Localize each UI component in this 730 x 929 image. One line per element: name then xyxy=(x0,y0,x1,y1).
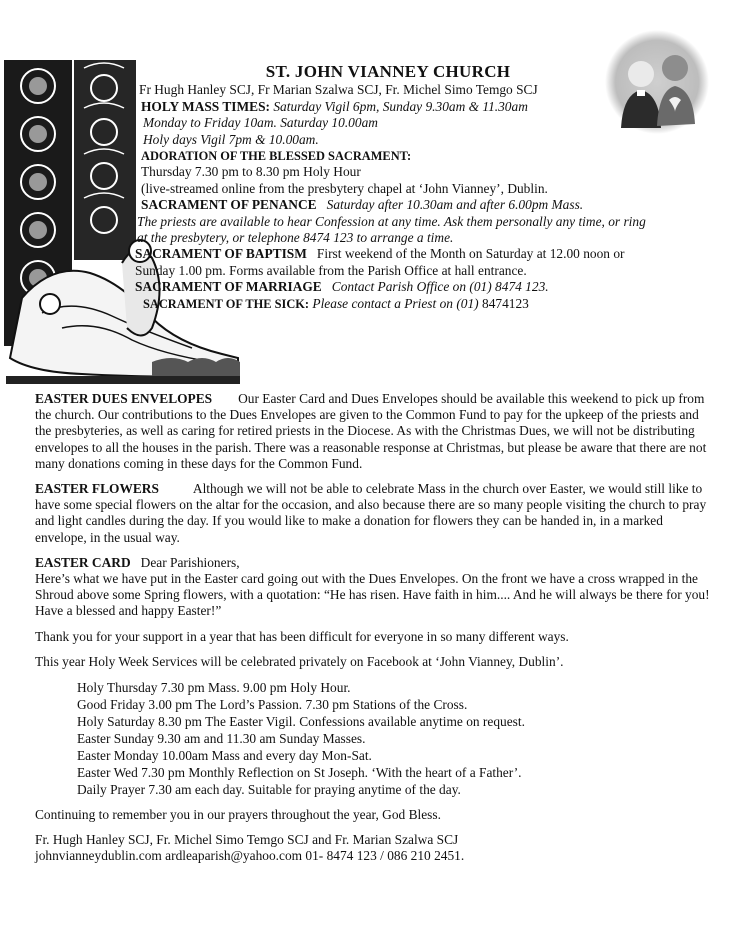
closing-paragraph: Continuing to remember you in our prayers throughout the year, God Bless. xyxy=(35,807,441,823)
holy-week-paragraph: This year Holy Week Services will be celebrated privately on Facebook at ‘John Vianney, Dublin’. xyxy=(35,653,564,669)
list-item: Daily Prayer 7.30 am each day. Suitable for praying anytime of the day. xyxy=(77,782,461,798)
baptism-label: SACRAMENT OF BAPTISM xyxy=(135,246,307,262)
marriage-text: Contact Parish Office on (01) 8474 123. xyxy=(331,279,549,295)
flowers-heading: EASTER FLOWERS xyxy=(35,481,159,497)
flowers-text: Although we will not be able to celebrate Mass in the church over Easter, we would still like to have some special flowers on the altar for the occasion, and also because there are so many people visiting the church to pray and light candles during the day. If you would like to make a donation for flowers they can be handed in, in a marked envelope, in the usual way. xyxy=(35,481,707,545)
sick-text: Please contact a Priest on (01) xyxy=(312,295,479,311)
penance-line xyxy=(133,197,613,213)
penance-note-2: at the presbytery, or telephone 8474 123 to arrange a time. xyxy=(137,230,454,246)
mass-times-label: HOLY MASS TIMES: xyxy=(141,98,270,114)
baptism-text-1: First weekend of the Month on Saturday at 12.00 noon or xyxy=(316,246,625,262)
card-heading: EASTER CARD xyxy=(35,554,131,570)
church-title: ST. JOHN VIANNEY CHURCH xyxy=(265,62,511,81)
dues-text: Our Easter Card and Dues Envelopes should be available this weekend to pick up from the church. Our contributions to the Dues Envelopes are given to the Common Fund to pay for the upkeep of the priests and the presbyteries, as well as caring for retired priests in the Diocese. As with the Christmas Dues, we will not be distributing envelopes to all the houses in the parish. There was a reasonable response at Christmas, but please be aware that there are not many donations coming in these days for the Common Fund. xyxy=(35,391,707,471)
sick-number: 8474123 xyxy=(482,295,529,311)
holy-week-services-list xyxy=(77,679,710,798)
flowers-paragraph xyxy=(35,481,710,546)
thanks-paragraph: Thank you for your support in a year that has been difficult for everyone in so many different ways. xyxy=(35,628,569,644)
list-item: Easter Wed 7.30 pm Monthly Reflection on St Joseph. ‘With the heart of a Father’. xyxy=(77,765,522,781)
list-item: Holy Thursday 7.30 pm Mass. 9.00 pm Holy Hour. xyxy=(77,680,351,696)
mass-times-line xyxy=(133,99,613,115)
list-item: Easter Monday 10.00am Mass and every day Mon-Sat. xyxy=(77,748,372,764)
penance-time: Saturday after 10.30am and after 6.00pm Mass. xyxy=(326,197,584,213)
newsletter-body xyxy=(35,391,710,865)
card-greeting: Dear Parishioners, xyxy=(140,554,240,570)
list-item: Holy Saturday 8.30 pm The Easter Vigil. Confessions available anytime on request. xyxy=(77,714,525,730)
card-text: Here’s what we have put in the Easter card going out with the Dues Envelopes. On the front we have a cross wrapped in the Shroud above some Spring flowers, with a quotation: “He has risen. Have faith in him.... And he will always be there for you! Have a blessed and happy Easter!” xyxy=(35,571,710,619)
adoration-time: Thursday 7.30 pm to 8.30 pm Holy Hour xyxy=(141,164,361,180)
adoration-label: ADORATION OF THE BLESSED SACRAMENT: xyxy=(141,149,412,164)
adoration-stream: (live-streamed online from the presbytery chapel at ‘John Vianney’, Dublin. xyxy=(141,180,548,196)
sick-line xyxy=(133,296,613,312)
penance-note-1: The priests are available to hear Confession at any time. Ask them personally any time, or ring xyxy=(137,213,646,229)
signature-block xyxy=(35,832,710,864)
sick-label: SACRAMENT OF THE SICK: xyxy=(143,296,310,311)
baptism-text-2: Sunday 1.00 pm. Forms available from the Parish Office at hall entrance. xyxy=(135,262,527,278)
priests-line: Fr Hugh Hanley SCJ, Fr Marian Szalwa SCJ, Fr. Michel Simo Temgo SCJ xyxy=(139,82,538,98)
weekday-mass-line: Monday to Friday 10am. Saturday 10.00am xyxy=(143,115,378,131)
marriage-label: SACRAMENT OF MARRIAGE xyxy=(135,279,322,295)
card-paragraph xyxy=(35,555,710,620)
holy-days-line: Holy days Vigil 7pm & 10.00am. xyxy=(143,131,319,147)
contact-line: johnvianneydublin.com ardleaparish@yahoo.com 01- 8474 123 / 086 210 2451. xyxy=(35,848,465,864)
mass-times-value: Saturday Vigil 6pm, Sunday 9.30am & 11.30am xyxy=(273,98,528,114)
dues-heading: EASTER DUES ENVELOPES xyxy=(35,391,213,406)
marriage-line xyxy=(133,279,613,295)
baptism-line xyxy=(133,246,625,262)
dues-paragraph xyxy=(35,391,710,472)
church-info-header xyxy=(133,62,646,312)
penance-label: SACRAMENT OF PENANCE xyxy=(141,197,317,213)
list-item: Easter Sunday 9.30 am and 11.30 am Sunday Masses. xyxy=(77,731,366,747)
saint-portrait-image xyxy=(603,28,711,136)
list-item: Good Friday 3.00 pm The Lord’s Passion. 7.30 pm Stations of the Cross. xyxy=(77,697,468,713)
signature-line: Fr. Hugh Hanley SCJ, Fr. Michel Simo Temgo SCJ and Fr. Marian Szalwa SCJ xyxy=(35,832,459,848)
